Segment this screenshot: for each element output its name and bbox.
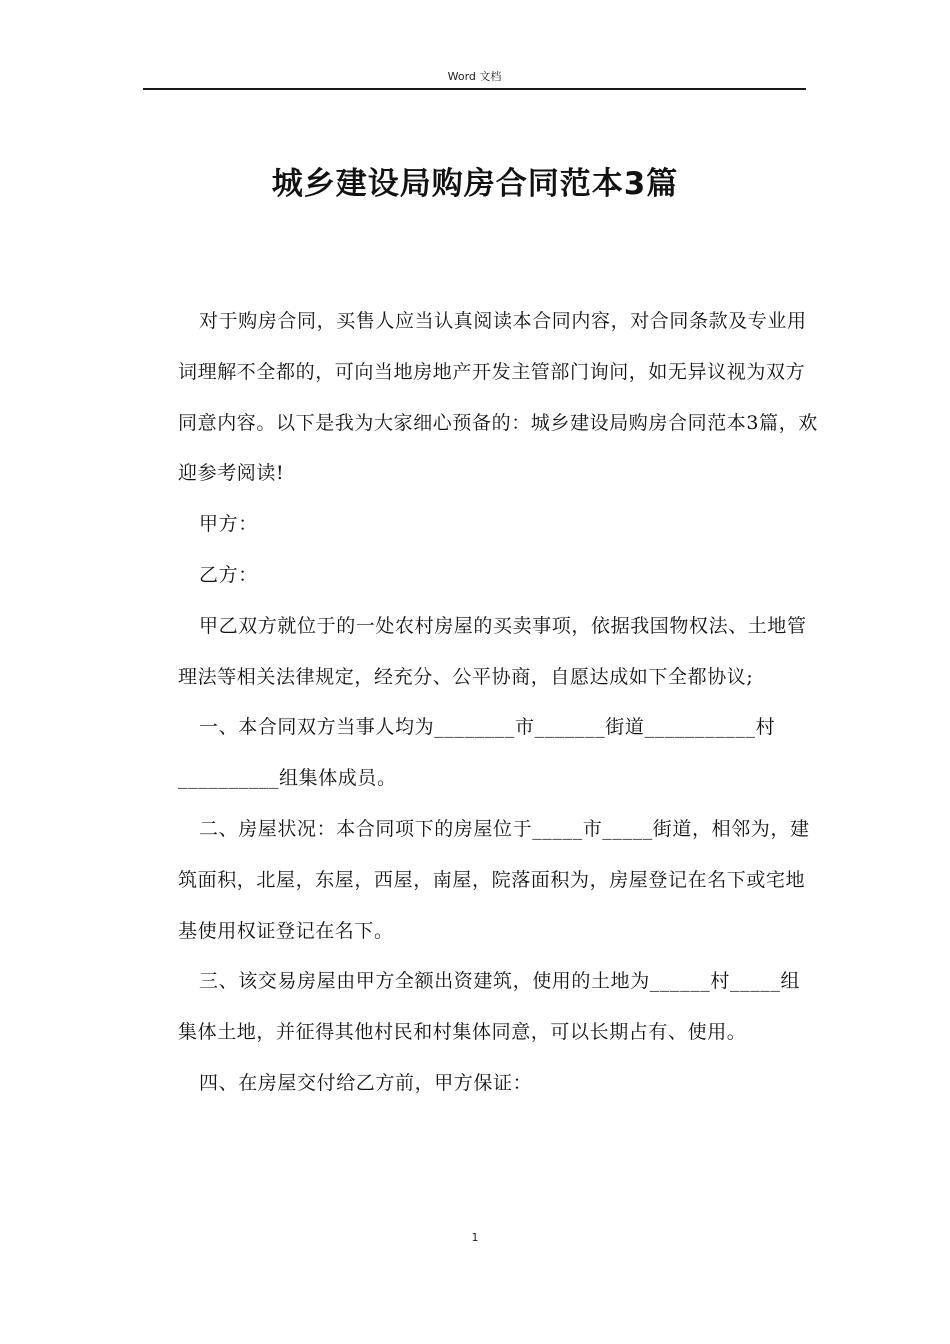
page-header xyxy=(143,66,806,90)
clause-3: 三、该交易房屋由甲方全额出资建筑，使用的土地为______村_____组集体土地，并征得其他村民和村集体同意，可以长期占有、使用。 xyxy=(178,970,801,1044)
page-number: 1 xyxy=(471,1231,479,1244)
document-body xyxy=(178,296,818,1109)
intro-paragraph: 对于购房合同，买售人应当认真阅读本合同内容，对合同条款及专业用词理解不全都的，可向当地房地产开发主管部门询问，如无异议视为双方同意内容。以下是我为大家细心预备的：城乡建设局购房合同范本3篇，欢迎参考阅读! xyxy=(178,310,818,485)
party-b-line: 乙方： xyxy=(199,563,258,586)
clause-1: 一、本合同双方当事人均为________市_______街道___________村__________组集体成员。 xyxy=(178,716,776,790)
header-text: Word 文档 xyxy=(447,70,502,83)
agreement-paragraph: 甲乙双方就位于的一处农村房屋的买卖事项，依据我国物权法、土地管理法等相关法律规定，经充分、公平协商，自愿达成如下全都协议; xyxy=(178,614,807,688)
clause-2: 二、房屋状况：本合同项下的房屋位于_____市_____街道，相邻为，建筑面积，北屋，东屋，西屋，南屋，院落面积为，房屋登记在名下或宅地基使用权证登记在名下。 xyxy=(178,817,810,942)
clause-4: 四、在房屋交付给乙方前，甲方保证： xyxy=(199,1071,533,1094)
party-a-line: 甲方： xyxy=(199,513,258,536)
document-title: 城乡建设局购房合同范本3篇 xyxy=(271,166,679,202)
